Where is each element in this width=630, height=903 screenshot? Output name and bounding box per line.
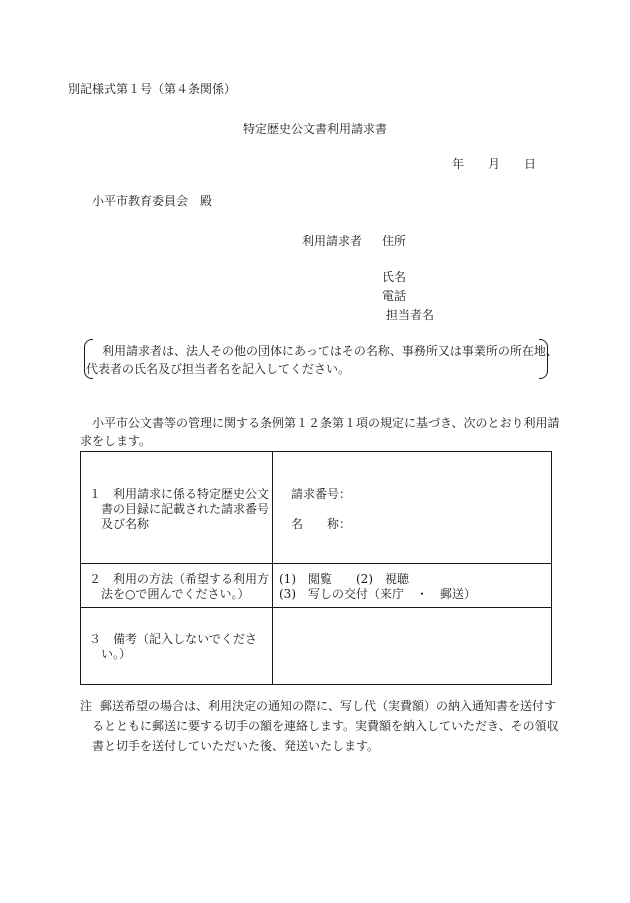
requester-address-label: 住所 [382,234,407,248]
intro-paragraph [80,414,560,450]
table-row-divider-2 [81,607,551,608]
row1-label-line-1: １ 利用請求に係る特定歴史公文 [89,487,270,501]
request-number-field[interactable]: 請求番号： [291,487,352,501]
usage-options-line-1: (1) 閲覧 (2) 視聴 [279,572,409,586]
row1-label [89,487,269,532]
instruction-line-1: 利用請求者は、法人その他の団体にあってはその名称、事務所又は事業所の所在地、 [102,344,558,358]
footnote-mark: 注 [80,699,93,713]
table-column-divider [272,452,273,684]
request-title-field[interactable]: 名 称： [291,517,352,531]
footnote-line-2: るとともに郵送に要する切手の額を連絡します。実費額を納入していただき、その領収 [92,719,559,733]
footnote-text-1: 郵送希望の場合は、利用決定の通知の際に、写し代（実費額）の納入通知書を送付す [100,699,557,713]
remarks-field [281,617,541,677]
row3-label-line-2: い。） [101,647,132,661]
requester-phone-label: 電話 [382,289,407,303]
usage-method-options[interactable] [279,572,476,602]
date-month-label: 月 [488,157,501,171]
request-form-table [80,451,552,685]
date-year-label: 年 [452,157,465,171]
intro-line-1: 小平市公文書等の管理に関する条例第１２条第１項の規定に基づき、次のとおり利用請 [92,416,560,430]
document-title: 特定歴史公文書利用請求書 [242,122,387,136]
row1-label-line-3: 及び名称 [101,517,150,531]
usage-options-line-2: (3) 写しの交付（来庁 ・ 郵送） [279,587,476,601]
form-number-label: 別記様式第１号（第４条関係） [68,82,237,96]
row3-label [89,632,257,662]
requester-label: 利用請求者 [302,234,363,248]
requester-name-label: 氏名 [382,270,407,284]
addressee: 小平市教育委員会 殿 [92,194,213,208]
row3-label-line-1: ３ 備考（記入しないでくださ [89,632,258,646]
requester-person-label: 担当者名 [386,308,435,322]
footnote-line-3: 書と切手を送付していただいた後、発送いたします。 [92,739,380,753]
intro-line-2: 求をします。 [80,434,152,448]
requester-instruction-note [84,339,558,379]
row1-label-line-2: 書の目録に記載された請求番号 [101,502,270,516]
table-row-divider-1 [81,563,551,564]
footnote [80,696,560,756]
date-day-label: 日 [524,157,537,171]
footnote-line-1 [80,696,560,716]
row2-label [89,572,269,602]
row2-label-line-1: ２ 利用の方法（希望する利用方 [89,572,270,586]
instruction-line-2: 代表者の氏名及び担当者名を記入してください。 [86,362,351,376]
row2-label-line-2: 法を○で囲んでください。） [101,587,250,601]
